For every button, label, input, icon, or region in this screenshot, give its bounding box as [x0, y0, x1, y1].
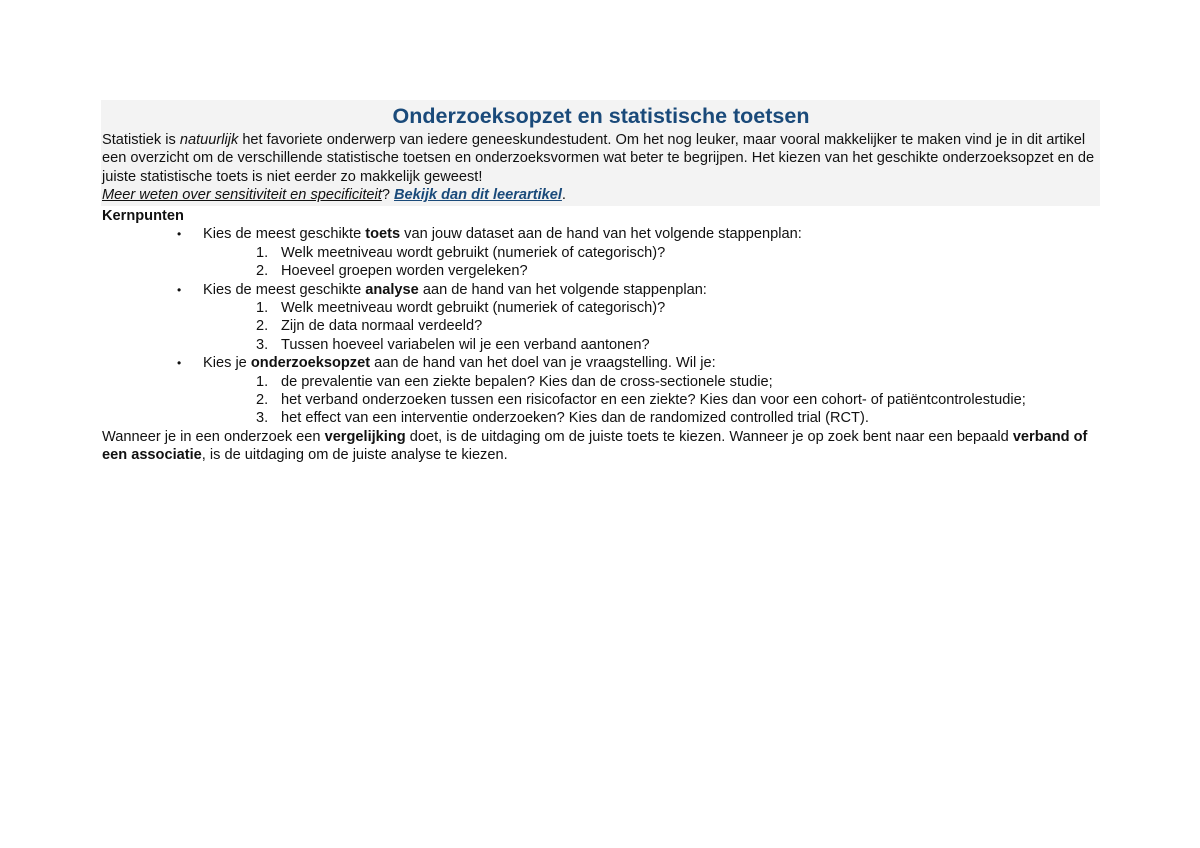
more-info-text: Meer weten over sensitiviteit en specificiteit — [102, 187, 382, 204]
bullet-icon: • — [177, 227, 182, 242]
closing-bold-vergelijking: vergelijking — [324, 428, 406, 445]
intro-box — [101, 100, 1100, 206]
step-item — [101, 317, 1100, 335]
key-point-text-pre: Kies je — [203, 355, 251, 372]
step-text: Tussen hoeveel variabelen wil je een verband aantonen? — [281, 336, 650, 353]
key-point-text-post: van jouw dataset aan de hand van het volgende stappenplan: — [400, 226, 802, 243]
closing-paragraph — [102, 428, 1100, 465]
key-points-list — [101, 225, 1100, 427]
closing-text-c: doet, is de uitdaging om de juiste toets te kiezen. Wanneer je op zoek bent naar een bepaald — [405, 428, 1013, 445]
key-point-bold: analyse — [365, 281, 419, 298]
step-item — [101, 409, 1100, 427]
intro-paragraph — [102, 131, 1100, 186]
key-point-text-post: aan de hand van het doel van je vraagstelling. Wil je: — [370, 355, 716, 372]
key-point — [101, 354, 1100, 428]
page-title: Onderzoeksopzet en statistische toetsen — [392, 104, 810, 128]
key-point-bold: onderzoeksopzet — [250, 355, 371, 372]
more-info-end: . — [561, 187, 566, 204]
step-text: Hoeveel groepen worden vergeleken? — [281, 263, 528, 280]
step-item — [101, 391, 1100, 409]
key-point — [101, 225, 1100, 280]
closing-bold-verband: verband of een associatie — [102, 428, 1088, 464]
step-number: 3. — [256, 336, 269, 353]
bullet-icon: • — [177, 356, 182, 371]
step-text: het effect van een interventie onderzoeken? Kies dan de randomized controlled trial (RCT). — [281, 410, 869, 427]
document-page — [101, 100, 1100, 465]
step-number: 2. — [256, 392, 269, 409]
step-number: 1. — [256, 244, 269, 261]
step-text: Zijn de data normaal verdeeld? — [281, 318, 483, 335]
step-text: Welk meetniveau wordt gebruikt (numeriek of categorisch)? — [281, 244, 666, 261]
closing-text-e: , is de uitdaging om de juiste analyse te kiezen. — [201, 447, 508, 464]
step-item — [101, 373, 1100, 391]
intro-text-start: Statistiek is — [102, 132, 180, 148]
leerartikel-link[interactable]: Bekijk dan dit leerartikel — [394, 187, 562, 204]
key-point — [101, 281, 1100, 355]
step-text: de prevalentie van een ziekte bepalen? Kies dan de cross-sectionele studie; — [281, 373, 773, 390]
step-number: 2. — [256, 263, 269, 280]
step-number: 3. — [256, 410, 269, 427]
step-text: Welk meetniveau wordt gebruikt (numeriek of categorisch)? — [281, 300, 666, 317]
step-number: 1. — [256, 373, 269, 390]
step-item — [101, 299, 1100, 317]
closing-text-a: Wanneer je in een onderzoek een — [102, 428, 325, 445]
step-number: 1. — [256, 300, 269, 317]
intro-italic-word: natuurlijk — [179, 132, 239, 148]
step-text: het verband onderzoeken tussen een risicofactor en een ziekte? Kies dan voor een cohort- of patiëntcontrolestudie; — [281, 392, 1026, 409]
steps-list — [203, 244, 1100, 281]
step-item — [101, 262, 1100, 280]
kernpunten-heading: Kernpunten — [102, 208, 184, 224]
key-point-text-pre: Kies de meest geschikte — [203, 226, 366, 243]
step-number: 2. — [256, 318, 269, 335]
more-info-separator: ? — [381, 187, 395, 204]
steps-list — [203, 373, 1100, 428]
bullet-icon: • — [177, 282, 182, 297]
intro-text-rest: het favoriete onderwerp van iedere geneeskundestudent. Om het nog leuker, maar vooral makkelijker te maken vind je in dit artikel een overzicht om de verschillende statistische toetsen en onderzoeksvormen wat beter te begrijpen. Het kiezen van het geschikte onderzoeksopzet en de juiste statistische toets is niet eerder zo makkelijk geweest! — [102, 132, 1095, 185]
more-info-line — [102, 186, 1100, 204]
step-item — [101, 244, 1100, 262]
key-point-text-post: aan de hand van het volgende stappenplan: — [418, 281, 707, 298]
key-point-bold: toets — [365, 226, 401, 243]
steps-list — [203, 299, 1100, 354]
step-item — [101, 336, 1100, 354]
key-point-text-pre: Kies de meest geschikte — [203, 281, 366, 298]
